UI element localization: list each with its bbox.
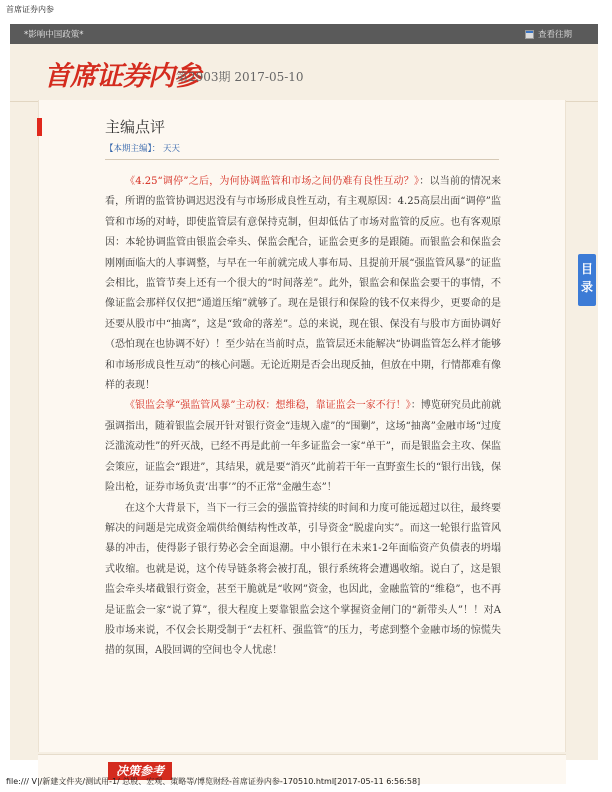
editor-line: [105, 142, 180, 154]
article-paragraph-3: 在这个大背景下，当下一行三会的强监管持续的时间和力度可能远超过以往，最终要解决的问题是完成资金端供给侧结构性改革，引导资金“脱虚向实”。而这一轮银行监管风暴的冲击，使得影子银行势必会全面退潮。中小银行在未来1-2年面临资产负债表的坍塌式收缩。也就是说，这个传导链条将会被打乱，银行系统将会遭遇收缩。说白了，这是银监会牵头堵截银行资金，甚至干脆就是“收网”资金，也因此，金融监管的“维稳”，也不再是证监会一家“说了算”，很大程度上要靠银监会这个掌握资金闸门的“新带头人”！！对A股市场来说，不仅会长期受制于“去杠杆、强监管”的压力，考虑到整个金融市场的惊慌失措的氛围，A股回调的空间也令人忧虑！: [105, 502, 501, 657]
top-bar: [10, 24, 598, 44]
newsletter-frame: [10, 24, 598, 778]
archive-link[interactable]: [525, 28, 572, 40]
file-path-footer: file:/// V|/新建文件夹/测试用-1/ 总股、宏观、策略等/博览财经-首席证券内参-170510.html[2017-05-11 6:56:58]: [6, 777, 421, 786]
article-link-1[interactable]: 《4.25“调停”之后，为何协调监管和市场之间仍难有良性互动？》: [125, 176, 420, 187]
slogan-text: *影响中国政策*: [24, 30, 84, 40]
article-body: [105, 172, 501, 662]
browser-page-title: 首席证券内参: [6, 5, 54, 14]
masthead: [10, 44, 598, 102]
editor-label: 【本期主编】：: [105, 144, 161, 154]
archive-label: 查看往期: [537, 30, 572, 40]
article-paragraph-2: [105, 396, 501, 498]
lower-section-title: 决策参考: [108, 762, 172, 780]
paragraph-1-body: ：以当前的情况来看，所谓的监管协调迟迟没有与市场形成良性互动，有主观原因：4.25高层出面“调停”监管和市场的对峙，即使监管层有意保持克制，但却低估了市场对监管的反应。也有客观原因：本轮协调监管由银监会牵头、保监会配合，证监会更多的是跟随。而银监会和保监会刚刚面临大的人事调整，与早在一年前就完成人事布局、且提前开展“强监管风暴”的证监会相比，监管节奏上还有一个很大的“时间落差”。此外，银监会和保监会要干的事情，不像证监会那样仅仅把“通道压缩”就够了。现在是银行和保险的钱不仅来得少，更要命的是还要从股市中“抽离”，这是“致命的落差”。总的来说，现在银、保没有与股市方面协调好（恐怕现在也协调不好）！至少站在当前时点，监管层还未能解决“协调监管怎么样才能够和市场形成良性互动”的核心问题。无论近期是否会出现反抽，但放在中期，行情都难有像样的表现！: [105, 176, 501, 392]
calendar-icon: [525, 30, 534, 39]
issue-info: 第2903期 2017-05-10: [176, 70, 304, 84]
article-paragraph-1: [105, 172, 501, 396]
editor-name: 天天: [162, 144, 180, 154]
section-title: 主编点评: [105, 118, 166, 136]
table-of-contents-tab[interactable]: 目录: [578, 254, 596, 306]
article-link-2[interactable]: 《银监会掌“强监管风暴”主动权：想维稳，靠证监会一家不行！》: [125, 400, 411, 412]
content-panel: [38, 100, 566, 752]
logo: 首席证券内参: [44, 61, 200, 92]
section-marker: [37, 118, 42, 136]
divider: [105, 159, 499, 160]
paragraph-2-body: ：博览研究员此前就强调指出，随着银监会展开针对银行资金“违规入虚”的“围剿”，这场“抽离”金融市场“过度泛滥流动性”的歼灭战，已经不再是此前一年多证监会一家“单干”，而是银监会主攻、保监会策应，证监会“跟进”，其结果，就是要“消灭”此前若干年一直野蛮生长的“银行出钱，保险出枪，证券市场负责‘出事’”的不正常“金融生态”！: [105, 400, 502, 494]
